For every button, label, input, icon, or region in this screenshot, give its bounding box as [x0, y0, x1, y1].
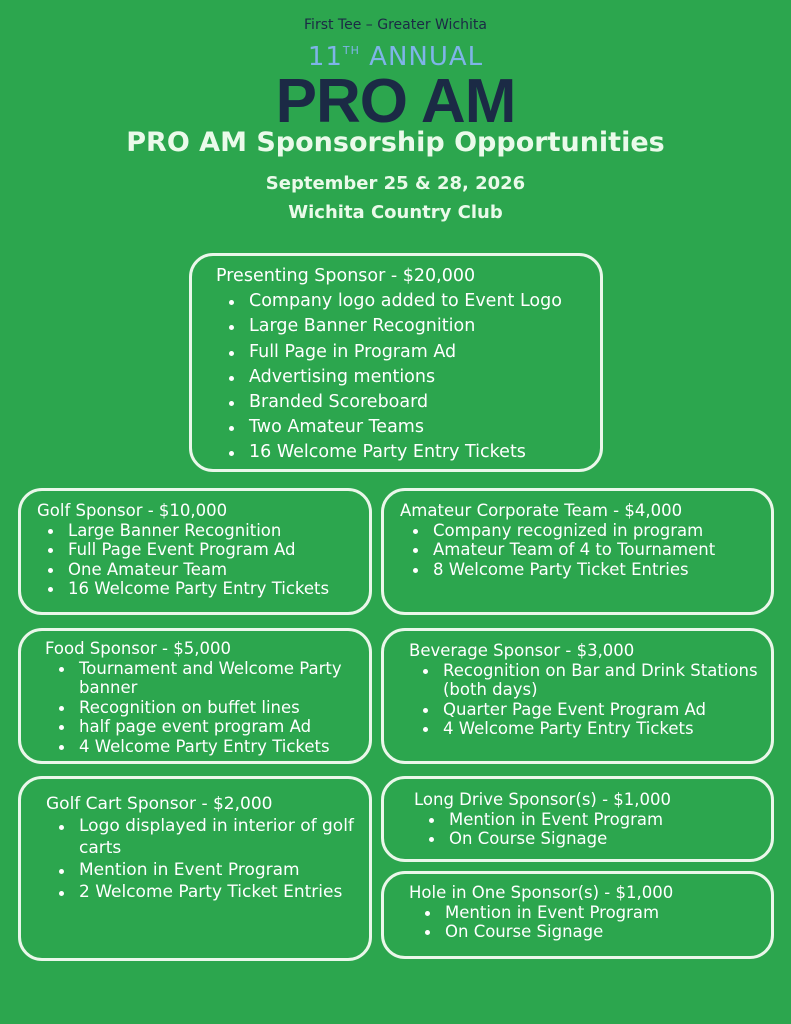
benefit-item: Company recognized in program: [433, 521, 771, 541]
benefit-list: [46, 815, 369, 903]
benefit-list: [400, 521, 771, 580]
annual-number: 11: [307, 42, 343, 72]
sponsor-title: Presenting Sponsor - $20,000: [216, 266, 476, 286]
benefit-item: Mention in Event Program: [449, 810, 771, 830]
benefit-list: [216, 289, 600, 465]
benefit-list: [37, 521, 369, 599]
benefit-item: Advertising mentions: [249, 365, 600, 390]
page-subtitle: PRO AM Sponsorship Opportunities: [126, 127, 665, 158]
sponsor-title: Amateur Corporate Team - $4,000: [400, 501, 683, 520]
benefit-item: 16 Welcome Party Entry Tickets: [68, 579, 369, 599]
food-sponsor-box: [18, 628, 372, 764]
annual-ordinal: TH: [342, 44, 360, 57]
beverage-sponsor-box: [381, 628, 774, 764]
long-drive-sponsor-box: [381, 776, 774, 862]
benefit-list: [409, 661, 771, 739]
benefit-item: Company logo added to Event Logo: [249, 289, 600, 314]
presenting-sponsor-box: [189, 253, 603, 472]
benefit-item: Large Banner Recognition: [249, 314, 600, 339]
benefit-item: Amateur Team of 4 to Tournament: [433, 540, 771, 560]
sponsor-title: Beverage Sponsor - $3,000: [409, 641, 635, 660]
benefit-item: Logo displayed in interior of golf carts: [79, 815, 369, 859]
sponsor-title: Golf Sponsor - $10,000: [37, 501, 228, 520]
benefit-item: Mention in Event Program: [445, 903, 771, 923]
benefit-list: [45, 659, 369, 757]
benefit-item: Recognition on Bar and Drink Stations (both days): [443, 661, 771, 700]
benefit-item: 16 Welcome Party Entry Tickets: [249, 440, 600, 465]
benefit-item: Full Page in Program Ad: [249, 340, 600, 365]
annual-word: ANNUAL: [369, 42, 484, 72]
benefit-item: Full Page Event Program Ad: [68, 540, 369, 560]
sponsor-title: Hole in One Sponsor(s) - $1,000: [409, 883, 674, 902]
benefit-item: half page event program Ad: [79, 717, 369, 737]
benefit-item: Branded Scoreboard: [249, 390, 600, 415]
event-venue: Wichita Country Club: [288, 202, 503, 223]
golf-cart-sponsor-box: [18, 776, 372, 961]
benefit-item: On Course Signage: [449, 829, 771, 849]
benefit-item: Recognition on buffet lines: [79, 698, 369, 718]
benefit-item: Mention in Event Program: [79, 859, 369, 881]
event-title: PRO AM: [275, 67, 516, 136]
benefit-item: On Course Signage: [445, 922, 771, 942]
event-date: September 25 & 28, 2026: [265, 173, 526, 194]
benefit-item: 4 Welcome Party Entry Tickets: [79, 737, 369, 757]
organizer-name: First Tee – Greater Wichita: [304, 17, 487, 33]
benefit-list: [414, 810, 771, 849]
benefit-list: [409, 903, 771, 942]
sponsor-title: Food Sponsor - $5,000: [45, 639, 231, 658]
benefit-item: 2 Welcome Party Ticket Entries: [79, 881, 369, 903]
hole-in-one-sponsor-box: [381, 871, 774, 959]
golf-sponsor-box: [18, 488, 372, 615]
benefit-item: Quarter Page Event Program Ad: [443, 700, 771, 720]
benefit-item: Two Amateur Teams: [249, 415, 600, 440]
sponsor-title: Long Drive Sponsor(s) - $1,000: [414, 790, 672, 809]
amateur-corporate-team-box: [381, 488, 774, 615]
benefit-item: Large Banner Recognition: [68, 521, 369, 541]
benefit-item: 4 Welcome Party Entry Tickets: [443, 719, 771, 739]
benefit-item: One Amateur Team: [68, 560, 369, 580]
sponsor-title: Golf Cart Sponsor - $2,000: [46, 794, 273, 814]
benefit-item: Tournament and Welcome Party banner: [79, 659, 369, 698]
benefit-item: 8 Welcome Party Ticket Entries: [433, 560, 771, 580]
